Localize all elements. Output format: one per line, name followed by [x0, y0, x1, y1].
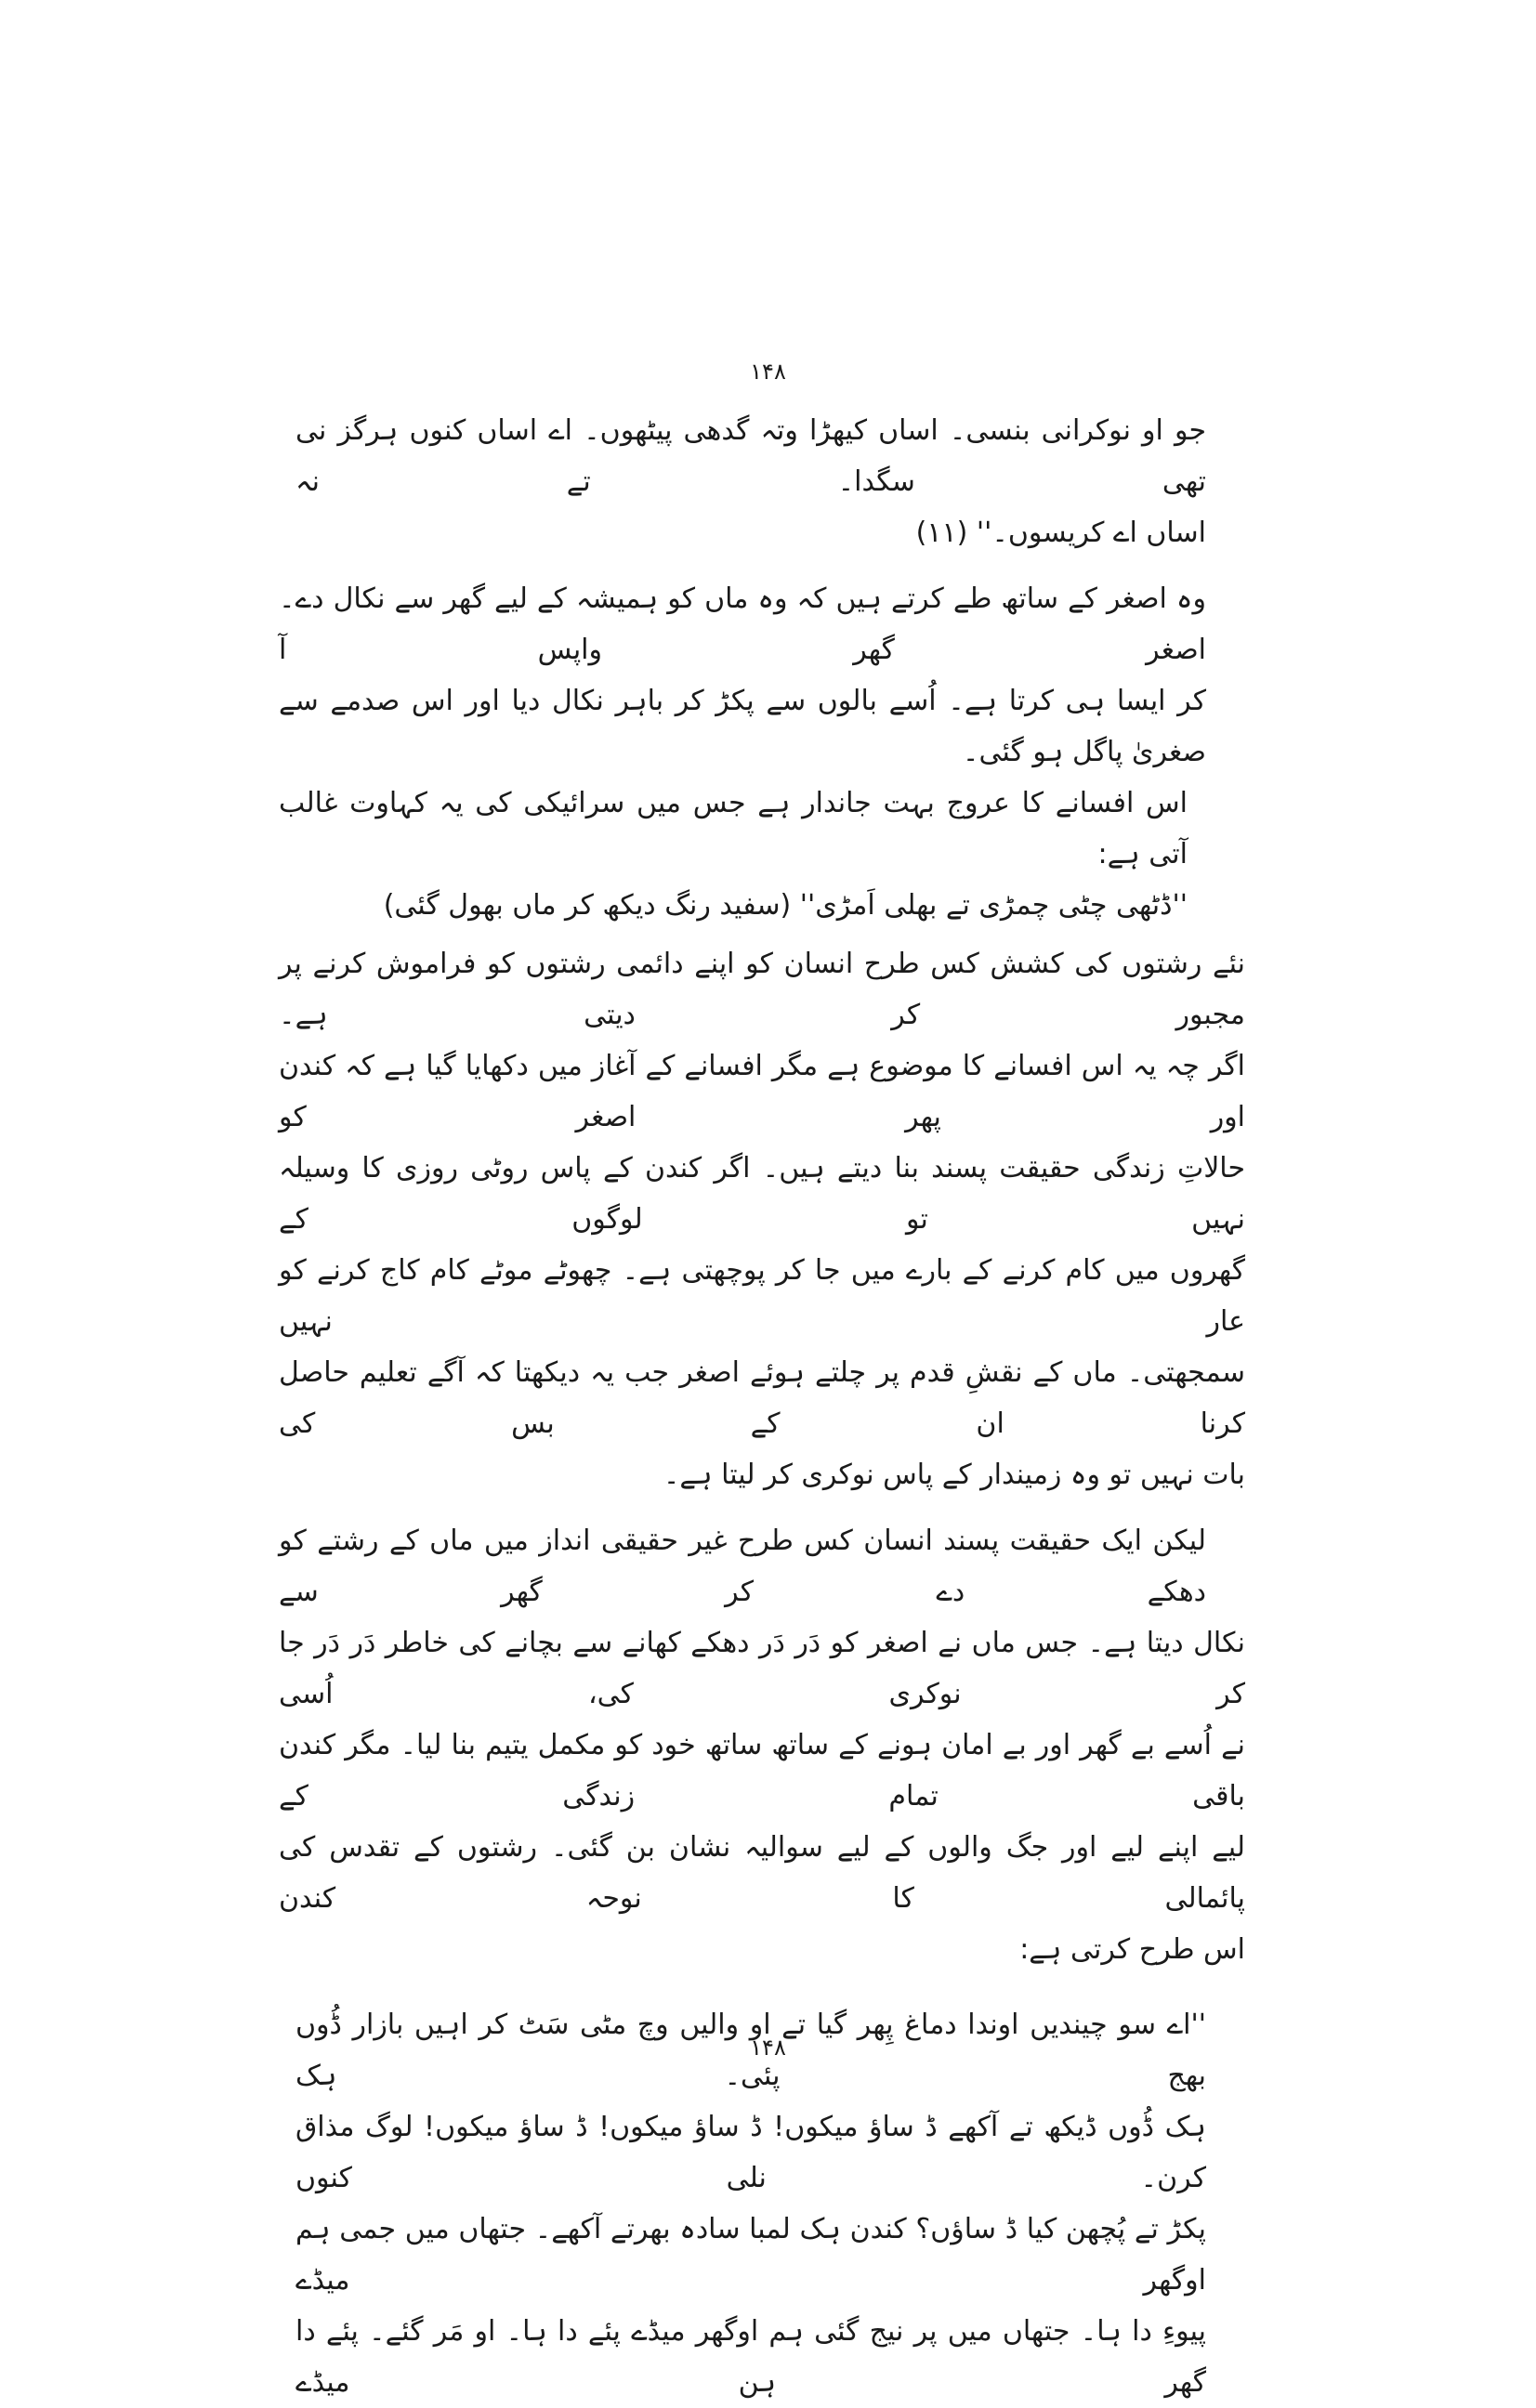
- text-line: اگر چہ یہ اس افسانے کا موضوع ہے مگر افسانے کے آغاز میں دکھایا گیا ہے کہ کندن اور پھر اصغر کو: [279, 1050, 1245, 1133]
- block-quote: [279, 1999, 1245, 2408]
- text-line: کر ایسا ہی کرتا ہے۔ اُسے بالوں سے پکڑ کر باہر نکال دیا اور اس صدمے سے صغریٰ پاگل ہو گئی۔: [279, 685, 1206, 768]
- text-line: نے اُسے بے گھر اور بے امان ہونے کے ساتھ ساتھ خود کو مکمل یتیم بنا لیا۔ مگر کندن باقی تمام زندگی کے: [279, 1729, 1245, 1813]
- text-line: وہ اصغر کے ساتھ طے کرتے ہیں کہ وہ ماں کو ہمیشہ کے لیے گھر سے نکال دے۔ اصغر گھر واپس آ: [279, 582, 1206, 666]
- page-number-bottom: ۱۴۸: [750, 2035, 786, 2061]
- paragraph: [279, 573, 1245, 778]
- text-line: نکال دیتا ہے۔ جس ماں نے اصغر کو دَر دَر دھکے کھانے سے بچانے کی خاطر دَر دَر جا کر نوکری کی، اُسی: [279, 1627, 1245, 1710]
- paragraph: [279, 1515, 1245, 1975]
- text-line: ''اے سو چیندیں اوندا دماغ پِھر گیا تے او والیں وچ مٹی سَٹ کر اہیں بازار ڈُوں بھج پئی۔ ہک: [295, 2009, 1206, 2092]
- text-line: پیوءِ دا ہا۔ جتھاں میں پر نیج گئی ہم اوگھر میڈے پئے دا ہا۔ او مَر گئے۔ پئے دا گھر ہن میڈے: [295, 2315, 1206, 2399]
- text-line: پکڑ تے پُچھن کیا ڈ ساؤں؟ کندن ہک لمبا سادہ بھرتے آکھے۔ جتھاں میں جمی ہم اوگھر میڈے: [295, 2213, 1206, 2297]
- text-line: لیے اپنے لیے اور جگ والوں کے لیے سوالیہ نشان بن گئی۔ رشتوں کے تقدس کی پائمالی کا نوحہ کندن: [279, 1831, 1245, 1915]
- text-line: سمجھتی۔ ماں کے نقشِ قدم پر چلتے ہوئے اصغر جب یہ دیکھتا کہ آگے تعلیم حاصل کرنا ان کے بس کی: [279, 1356, 1245, 1440]
- page-number-top: ۱۴۸: [750, 359, 786, 385]
- page-body: [279, 398, 1245, 2408]
- text-line: اساں اے کریسوں۔'' (۱۱): [915, 517, 1206, 549]
- text-line: گھروں میں کام کرنے کے بارے میں جا کر پوچھتی ہے۔ چھوٹے موٹے کام کاج کرنے کو عار نہیں: [279, 1254, 1245, 1338]
- quote-continuation: [279, 405, 1245, 558]
- text-line: ہک ڈُوں ڈیکھ تے آکھے ڈ ساؤ میکوں! ڈ ساؤ میکوں! ڈ ساؤ میکوں! لوگ مذاق کرن۔ نلی کنوں: [295, 2111, 1206, 2194]
- text-line: لیکن ایک حقیقت پسند انسان کس طرح غیر حقیقی انداز میں ماں کے رشتے کو دھکے دے کر گھر سے: [279, 1525, 1206, 1608]
- paragraph: [279, 938, 1245, 1500]
- text-line: بات نہیں تو وہ زمیندار کے پاس نوکری کر لیتا ہے۔: [663, 1459, 1245, 1491]
- text-line: جو او نوکرانی بنسی۔ اساں کیھڑا وتہ گدھی پیٹھوں۔ اے اساں کنوں ہرگز نی تھی سگدا۔ تے نہ: [295, 414, 1206, 498]
- text-line: اس طرح کرتی ہے:: [1019, 1933, 1245, 1966]
- paragraph: [279, 778, 1245, 931]
- proverb-line: ''ڈٹھی چٹی چمڑی تے بھلی اَمڑی'' (سفید رنگ دیکھ کر ماں بھول گئی): [383, 889, 1188, 922]
- text-line: حالاتِ زندگی حقیقت پسند بنا دیتے ہیں۔ اگر کندن کے پاس روٹی روزی کا وسیلہ نہیں تو لوگوں کے: [279, 1152, 1245, 1236]
- text-line: اس افسانے کا عروج بہت جاندار ہے جس میں سرائیکی کی یہ کہاوت غالب آتی ہے:: [279, 787, 1188, 870]
- text-line: نئے رشتوں کی کشش کس طرح انسان کو اپنے دائمی رشتوں کو فراموش کرنے پر مجبور کر دیتی ہے۔: [279, 948, 1245, 1031]
